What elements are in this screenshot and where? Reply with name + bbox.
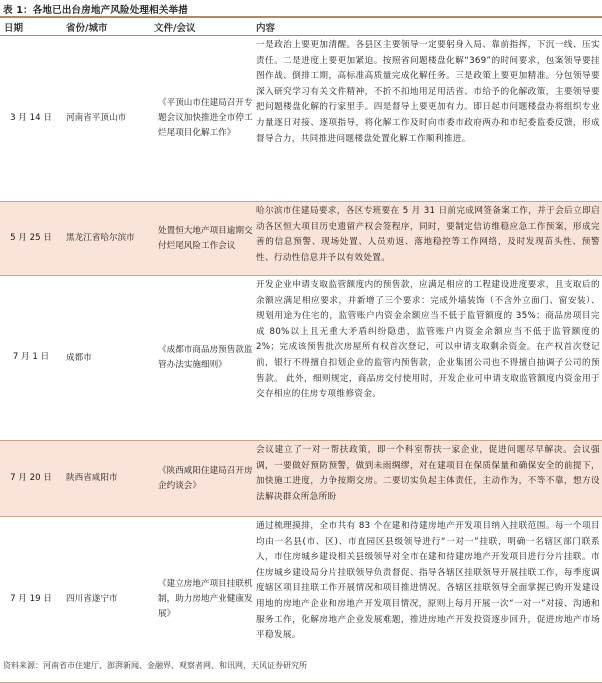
table-row <box>0 36 602 202</box>
row-doc: 《平顶山市住建局召开专题会议加快推进全市停工烂尾项目化解工作》 <box>158 98 253 138</box>
row-doc: 《建立房地产项目挂联机制，助力房地产业健康发展》 <box>158 579 253 619</box>
header-doc: 文件/会议 <box>154 22 196 34</box>
row-doc: 《陕西咸阳住建局召开房企约谈会》 <box>158 465 253 491</box>
row-date: 5 月 25 日 <box>10 232 52 243</box>
row-content: 一是政治上要更加清醒。各县区主要领导一定要躬身入局、靠前指挥，下沉一线、压实责任。二是进度上要更加紧迫。按照省问题楼盘化解“369”的时间要求，包案领导要挂图作战、倒排工期，高标准高质量完成化解任务。三是政策上要更加精准。分包领导要深入研究学习有关文件精神，不折不扣地用足用活省、市给予的化解政策，主要领导要把问题楼盘化解的行家里手。四是督导上要更加有力。即日起市问题楼盘办将组织专业力量逐日对接、逐项指导，将化解工作及时向市委市政府两办和市纪委监委反馈，形成督导合力，共同推进问题楼盘处置化解工作顺利推进。 <box>256 40 600 144</box>
table-row <box>0 202 602 276</box>
table-header <box>0 18 602 36</box>
row-region: 陕西省咸阳市 <box>66 473 118 483</box>
row-content: 通过梳理摸排，全市共有 83 个在建和待建房地产开发项目纳入挂联范围。每一个项目均由一名县(市、区)、市直园区县级领导进行“一对一”挂联，明确一名辖区部门联系人，市住房城乡建设相关县级领导对全市在建和待建房地产开发项目进行分片挂联。市住房城乡建设局分片挂联领导负责督促、指导各辖区挂联领导开展挂联工作，每季度调度辖区项目挂联工作开展情况和项目推进情况。各辖区挂联领导全面掌握已购开发建设用地的房地产企业和房地产开发项目情况，原则上每月开展一次“一对一”对接、沟通和服务工作，化解房地产企业发展难题，推进房地产开发投资逐步回升，促进房地产市场平稳发展。 <box>256 521 600 641</box>
row-region: 成都市 <box>66 352 92 363</box>
row-doc: 处置恒大地产项目逾期交付烂尾风险工作会议 <box>158 225 253 251</box>
row-content: 开发企业申请支取监管额度内的预售款，应满足相应的工程建设进度要求，且支取后的余额应满足相应要求，并新增了三个要求：完成外墙装饰（不含外立面门、窗安装）、规划用途为住宅的，监管账户内资金余额应当不低于监管额度的 35%；商品房项目完成 80%以上且无重大矛盾纠纷隐患，监管账户内资金余额应当不低于监管额度的 2%；完成该预售批次房屋所有权首次登记，可以申请支取剩余资金。在产权首次登记前，银行不得擅自扣划企业的监管内预售款，企业集团公司也不得擅自抽调子公司的预售款。 此外，细则规定，商品房交付使用时，开发企业可申请支取监管额度内资金用于交存相应的住房专项维修资金。 <box>256 280 600 400</box>
source-note: 资料来源：河南省市住建厅、澎湃新闻、金融界、观察者网、和讯网，天风证券研究所 <box>3 661 307 670</box>
table-row <box>0 276 602 441</box>
table-row <box>0 441 602 517</box>
row-region: 河南省平顶山市 <box>66 113 127 123</box>
row-region: 黑龙江省哈尔滨市 <box>66 233 135 243</box>
row-content: 会议建立了一对一帮扶政策，即一个科室帮扶一家企业，促进问题尽早解决。会议强调，一要做好预防预警，做到未雨绸缪，对在建项目在保质保量和确保安全的前提下，加快施工进度，力争按期交房。二要切实负起主体责任，主动作为，不等不靠，想方设法解决群众所急所盼 <box>256 445 600 502</box>
row-date: 7 月 20 日 <box>10 472 52 483</box>
row-date: 7 月 19 日 <box>10 593 52 604</box>
measures-table <box>0 16 602 683</box>
row-content: 哈尔滨市住建局要求，各区专班要在 5 月 31 日前完成网签备案工作，并于会后立即启动各区恒大项目历史遗留产权会签程序，同时，要制定信访维稳应急工作预案，形成完善的信息预警、现场处置、人员劝返、落地稳控等工作网络，及时发现苗头性、预警性、行动性信息并予以有效处置。 <box>256 206 600 263</box>
row-doc: 《成都市商品房预售款监管办法实施细则》 <box>158 345 253 370</box>
row-date: 7 月 1 日 <box>12 352 50 363</box>
table-caption: 表 1：各地已出台房地产风险处理相关举措 <box>3 5 188 16</box>
table-row <box>0 517 602 683</box>
header-region: 省份/城市 <box>66 22 108 34</box>
header-content: 内容 <box>256 22 276 34</box>
row-date: 3 月 14 日 <box>10 112 52 123</box>
header-date: 日期 <box>4 22 24 34</box>
row-region: 四川省遂宁市 <box>66 594 118 604</box>
